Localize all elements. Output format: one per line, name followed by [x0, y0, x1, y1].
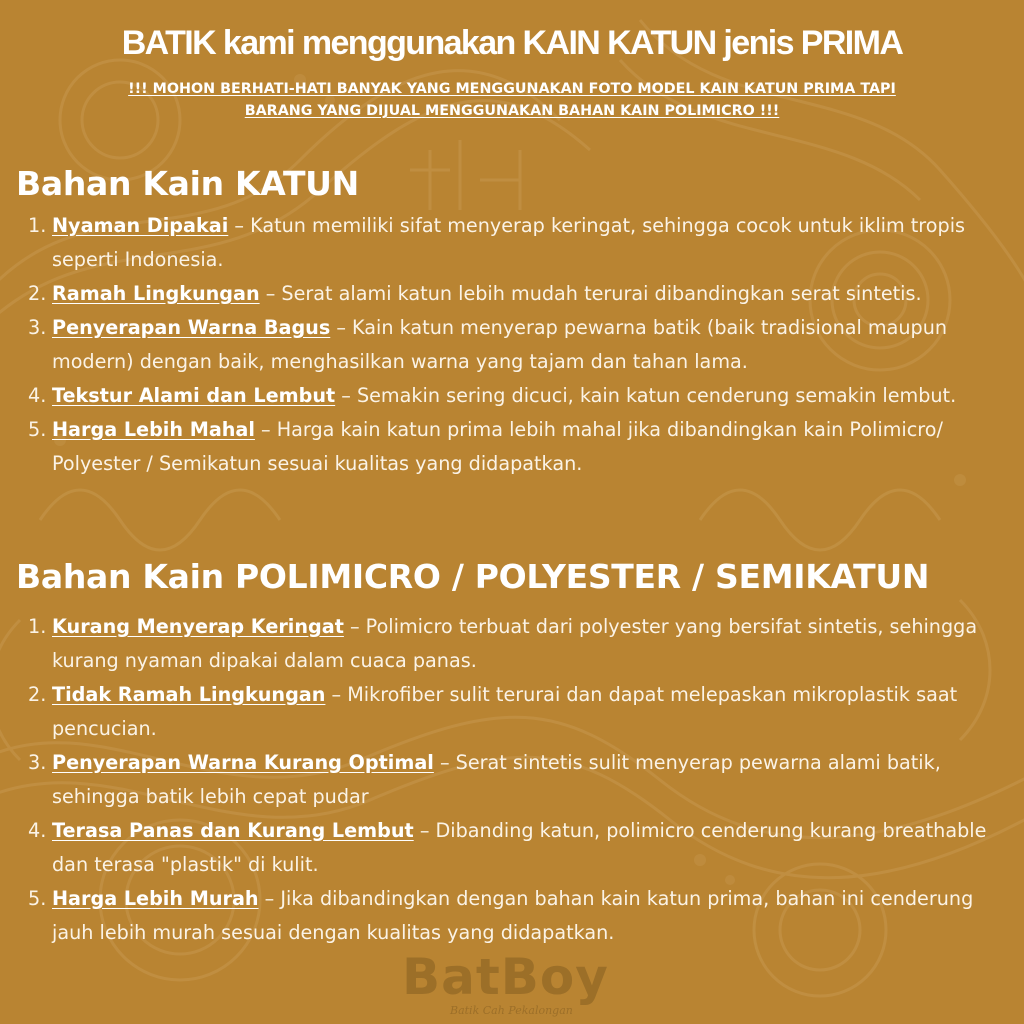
- list-number: 2.: [28, 282, 47, 305]
- katun-list: [28, 209, 1018, 481]
- brand-tagline: Batik Cah Pekalongan: [450, 1004, 573, 1017]
- list-number: 4.: [28, 819, 47, 842]
- list-term: Tidak Ramah Lingkungan: [52, 683, 326, 706]
- list-term: Terasa Panas dan Kurang Lembut: [52, 819, 414, 842]
- warning-notice: [40, 78, 984, 122]
- section-heading-katun: Bahan Kain KATUN: [16, 164, 359, 203]
- list-number: 3.: [28, 751, 47, 774]
- list-description: – Semakin sering dicuci, kain katun cenderung semakin lembut.: [335, 384, 957, 407]
- list-item: [28, 610, 1018, 678]
- list-item: [28, 814, 1018, 882]
- list-term: Harga Lebih Murah: [52, 887, 259, 910]
- list-number: 3.: [28, 316, 47, 339]
- list-number: 4.: [28, 384, 47, 407]
- list-number: 1.: [28, 615, 47, 638]
- list-description: – Polimicro terbuat dari polyester yang bersifat sintetis, sehingga kurang nyaman dipakai dalam cuaca panas.: [52, 615, 978, 672]
- list-item: [28, 413, 1018, 481]
- list-item: [28, 209, 1018, 277]
- list-number: 2.: [28, 683, 47, 706]
- list-description: – Dibanding katun, polimicro cenderung kurang breathable dan terasa "plastik" di kulit.: [52, 819, 987, 876]
- warning-line-1: !!! MOHON BERHATI-HATI BANYAK YANG MENGGUNAKAN FOTO MODEL KAIN KATUN PRIMA TAPI: [128, 81, 896, 97]
- list-term: Nyaman Dipakai: [52, 214, 229, 237]
- list-description: – Katun memiliki sifat menyerap keringat, sehingga cocok untuk iklim tropis seperti Indonesia.: [52, 214, 966, 271]
- list-number: 5.: [28, 887, 47, 910]
- list-item: [28, 882, 1018, 950]
- list-term: Tekstur Alami dan Lembut: [52, 384, 336, 407]
- list-description: – Serat sintetis sulit menyerap pewarna alami batik, sehingga batik lebih cepat pudar: [52, 751, 941, 808]
- list-description: – Jika dibandingkan dengan bahan kain katun prima, bahan ini cenderung jauh lebih murah sesuai dengan kualitas yang didapatkan.: [52, 887, 974, 944]
- brand-watermark: [390, 948, 640, 1024]
- brand-logo: BatBoy: [402, 948, 609, 1006]
- list-description: – Serat alami katun lebih mudah terurai dibandingkan serat sintetis.: [259, 282, 922, 305]
- list-item: [28, 379, 1018, 413]
- list-item: [28, 311, 1018, 379]
- list-term: Ramah Lingkungan: [52, 282, 260, 305]
- list-description: – Harga kain katun prima lebih mahal jika dibandingkan kain Polimicro/ Polyester / Semikatun sesuai kualitas yang didapatkan.: [52, 418, 943, 475]
- list-number: 1.: [28, 214, 47, 237]
- list-item: [28, 277, 1018, 311]
- list-number: 5.: [28, 418, 47, 441]
- list-term: Kurang Menyerap Keringat: [52, 615, 344, 638]
- list-item: [28, 746, 1018, 814]
- section-heading-polimicro: Bahan Kain POLIMICRO / POLYESTER / SEMIKATUN: [16, 557, 930, 596]
- list-term: Penyerapan Warna Kurang Optimal: [52, 751, 434, 774]
- page-title: BATIK kami menggunakan KAIN KATUN jenis PRIMA: [121, 24, 903, 62]
- warning-line-2: BARANG YANG DIJUAL MENGGUNAKAN BAHAN KAIN POLIMICRO !!!: [244, 103, 780, 119]
- polimicro-list: [28, 610, 1018, 950]
- list-item: [28, 678, 1018, 746]
- list-description: – Kain katun menyerap pewarna batik (baik tradisional maupun modern) dengan baik, menghasilkan warna yang tajam dan tahan lama.: [52, 316, 948, 373]
- list-term: Penyerapan Warna Bagus: [52, 316, 331, 339]
- list-term: Harga Lebih Mahal: [52, 418, 255, 441]
- list-description: – Mikrofiber sulit terurai dan dapat melepaskan mikroplastik saat pencucian.: [52, 683, 958, 740]
